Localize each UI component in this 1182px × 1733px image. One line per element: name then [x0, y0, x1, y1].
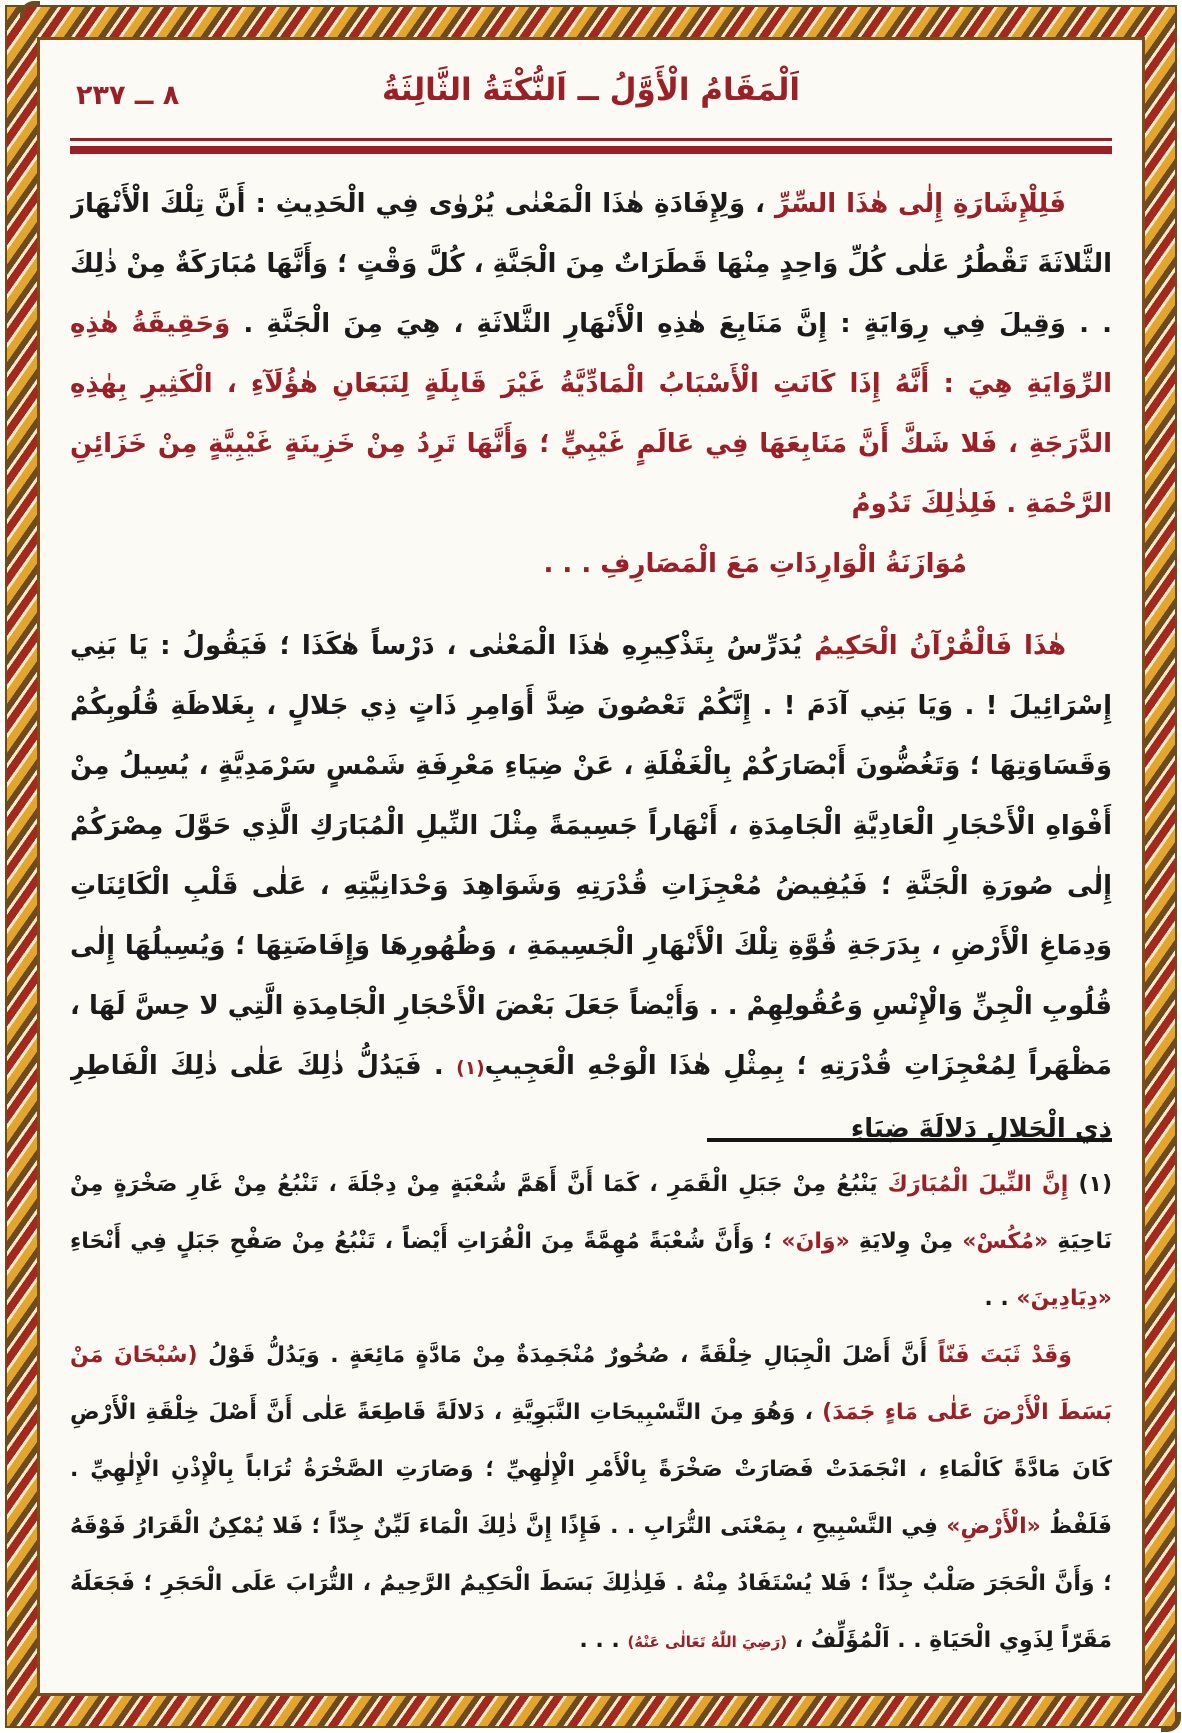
text-run-black: ؛ وَأَنَّ شُعْبَةً مُهِمَّةً مِنَ الْفُرَاتِ أَيْضاً ، تَنْبُعُ مِنْ صَفْحِ جَبَلٍ فِي أَنْحَاءِ	[70, 1229, 782, 1254]
text-run-red-opening: هٰذَا فَالْقُرْآنُ الْحَكِيمُ	[814, 631, 1066, 661]
text-run-red: إِنَّ النِّيلَ الْمُبَارَكَ	[887, 1172, 1069, 1197]
page-number: ٨ ــ ٢٣٧	[76, 80, 180, 111]
paragraph-1	[70, 174, 1112, 534]
page-header	[70, 64, 1112, 128]
tasbih-quote: (سُبْحَانَ مَنْ بَسَطَ الْأَرْضَ عَلٰى مَاءٍ جَمَدَ)	[70, 1343, 1112, 1425]
footnote-2	[70, 1327, 1112, 1671]
author-blessing-seal: (رَضِيَ اللّٰهُ تَعَالٰى عَنْهُ)	[627, 1633, 788, 1651]
text-run-red-commentary: وَحَقِيقَةُ هٰذِهِ الرِّوَايَةِ هِيَ : أَنَّهُ إِذَا كَانَتِ الْأَسْبَابُ الْمَادِّيَّةُ غَيْرَ قَابِلَةٍ لِنَبَعَانِ هٰؤُلَآءِ ، الْكَثِيرِ بِهٰذِهِ الدَّرَجَةِ ، فَلا شَكَّ أَنَّ مَنَابِعَهَا فِي عَالَمٍ غَيْبِيٍّ ؛ وَأَنَّهَا تَرِدُ مِنْ خَزِينَةٍ غَيْبِيَّةٍ مِنْ خَزَائِنِ الرَّحْمَةِ . فَلِذٰلِكَ تَدُومُ	[70, 309, 1112, 519]
text-run-black: فِي التَّسْبِيحِ ، بِمَعْنَى التُّرَابِ . . فَإِذًا إِنَّ ذٰلِكَ الْمَاءَ لَيِّنٌ جِدّاً ؛ فَلا يُمْكِنُ الْقَرَارُ فَوْقَهُ ؛ وَأَنَّ الْحَجَرَ صَلْبٌ جِدّاً ؛ فَلا يُسْتَفَادُ مِنْهُ . فَلِذٰلِكَ بَسَطَ الْحَكِيمُ الرَّحِيمُ ، التُّرَابَ عَلَى الْحَجَرِ ؛ فَجَعَلَهُ مَقَرّاً لِذَوِي الْحَيَاةِ . . اَلْمُؤَلِّفُ ،	[70, 1514, 1112, 1653]
corner-ornament-bottom-right	[1161, 1712, 1181, 1732]
paragraph-1-closing-line: مُوَازَنَةُ الْوَارِدَاتِ مَعَ الْمَصَارِفِ . . .	[543, 549, 967, 579]
page-title: اَلْمَقَامُ الْأَوَّلُ ــ اَلنُّكْتَةُ الثَّالِثَةُ	[381, 72, 800, 108]
footnote-reference: (١)	[456, 1058, 485, 1079]
text-run-black: . فَيَدُلُّ ذٰلِكَ عَلٰى ذٰلِكَ الْفَاطِرِ ذِي الْجَلالِ دَلالَةَ ضِيَاءِ	[70, 1051, 1112, 1144]
footnote-separator	[707, 1138, 1112, 1142]
text-run-black: . . .	[579, 1628, 628, 1653]
quoted-word-ard: «الْأَرْضِ»	[946, 1514, 1041, 1539]
place-name-diyadin: «دِيَادِينَ»	[1016, 1286, 1112, 1311]
text-run-black: يُدَرِّسُ بِتَذْكِيرِهِ هٰذَا الْمَعْنٰى ، دَرْساً هٰكَذَا ؛ فَيَقُولُ : يَا بَنِي إِسْرَائِيلَ ! . وَيَا بَنِي آدَمَ ! . إِنَّكُمْ تَعْصُونَ ضِدَّ أَوَامِرِ ذَاتٍ ذِي جَلالٍ ، بِغَلاظَةِ قُلُوبِكُمْ وَقَسَاوَتِهَا ؛ وَتَغُضُّونَ أَبْصَارَكُمْ بِالْغَفْلَةِ ، عَنْ ضِيَاءِ مَعْرِفَةِ شَمْسٍ سَرْمَدِيَّةٍ ، يُسِيلُ مِنْ أَفْوَاهِ الْأَحْجَارِ الْعَادِيَّةِ الْجَامِدَةِ ، أَنْهَاراً جَسِيمَةً مِثْلَ النِّيلِ الْمُبَارَكِ الَّذِي حَوَّلَ مِصْرَكُمْ إِلٰى صُورَةِ الْجَنَّةِ ؛ فَيُفِيضُ مُعْجِزَاتِ قُدْرَتِهِ وَشَوَاهِدَ وَحْدَانِيَّتِهِ ، عَلٰى قَلْبِ الْكَائِنَاتِ وَدِمَاغِ الْأَرْضِ ، بِدَرَجَةِ قُوَّةِ تِلْكَ الْأَنْهَارِ الْجَسِيمَةِ ، وَظُهُورِهَا وَإِفَاضَتِهَا ؛ وَيُسِيلُهَا إِلٰى قُلُوبِ الْجِنِّ وَالْإِنْسِ وَعُقُولِهِمْ . . وَأَيْضاً جَعَلَ بَعْضَ الْأَحْجَارِ الْجَامِدَةِ الَّتِي لا حِسَّ لَهَا ، مَظْهَراً لِمُعْجِزَاتِ قُدْرَتِهِ ؛ بِمِثْلِ هٰذَا الْوَجْهِ الْعَجِيبِ	[70, 631, 1112, 1081]
page-paper	[37, 37, 1145, 1696]
footnote-1	[70, 1156, 1112, 1327]
text-run-red: وَقَدْ ثَبَتَ فَنّاً	[937, 1343, 1072, 1368]
footnote-marker: (١)	[1068, 1172, 1112, 1197]
page-content	[40, 40, 1142, 1693]
text-run-black: مِنْ وِلايَةِ	[849, 1229, 963, 1254]
header-divider	[70, 138, 1112, 154]
text-run-black: يَنْبُعُ مِنْ جَبَلِ الْقَمَرِ ، كَمَا أَنَّ أَهَمَّ شُعْبَةٍ مِنْ دِجْلَةَ ، تَنْبُعُ مِنْ غَارِ صَخْرَةٍ مِنْ نَاحِيَةِ	[70, 1172, 1112, 1254]
text-run-black: ، وَهُوَ مِنَ التَّسْبِيحَاتِ النَّبَوِيَّةِ ، دَلالَةً قَاطِعَةً عَلٰى أَنَّ أَصْلَ خِلْقَةِ الْأَرْضِ كَانَ مَادَّةً كَالْمَاءِ ، انْجَمَدَتْ فَصَارَتْ صَخْرَةً بِالْأَمْرِ الْإِلٰهِيِّ ؛ وَصَارَتِ الصَّخْرَةُ تُرَاباً بِالْإِذْنِ الْإِلٰهِيِّ . فَلَفْظُ	[70, 1400, 1113, 1539]
paragraph-2	[70, 616, 1112, 1159]
text-run-red-opening: فَلِلْإِشَارَةِ إِلٰى هٰذَا السِّرِّ	[774, 189, 1066, 219]
text-run-black: أَنَّ أَصْلَ الْجِبَالِ خِلْقَةً ، صُخُورٌ مُنْجَمِدَةٌ مِنْ مَادَّةٍ مَائِعَةٍ . وَيَدُلُّ قَوْلُ	[197, 1343, 938, 1368]
main-text	[70, 174, 1112, 1159]
corner-ornament-top-left	[20, 1, 40, 21]
footnotes-section	[70, 1138, 1112, 1671]
place-name-mukus: «مُكُسْ»	[962, 1229, 1049, 1254]
place-name-van: «وَانَ»	[781, 1229, 850, 1254]
text-run-black: . .	[984, 1286, 1017, 1311]
text-run-black: ، وَلِإِفَادَةِ هٰذَا الْمَعْنٰى يُرْوٰى فِي الْحَدِيثِ : أَنَّ تِلْكَ الْأَنْهَارَ الثَّلاثَةَ تَقْطُرُ عَلٰى كُلِّ وَاحِدٍ مِنْهَا قَطَرَاتٌ مِنَ الْجَنَّةِ ، كُلَّ وَقْتٍ ؛ وَأَنَّهَا مُبَارَكَةٌ مِنْ ذٰلِكَ . . وَقِيلَ فِي رِوَايَةٍ : إِنَّ مَنَابِعَ هٰذِهِ الْأَنْهَارِ الثَّلاثَةِ ، هِيَ مِنَ الْجَنَّةِ .	[70, 189, 1112, 339]
